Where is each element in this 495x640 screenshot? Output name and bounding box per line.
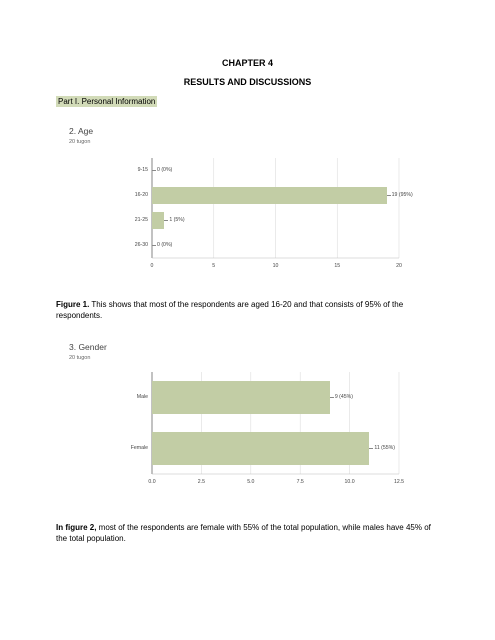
chart2-data-label-leader [330, 397, 334, 398]
chart1-bar [152, 212, 164, 230]
chart2-data-label-leader [369, 448, 373, 449]
part-heading: Part I. Personal Information [58, 97, 156, 106]
chart2-category-label: Female [130, 445, 148, 451]
figure2-caption-text: most of the respondents are female with 55% of the total population, while males have 45% of the total population. [56, 523, 431, 543]
chart2-x-tick: 0.0 [148, 479, 156, 485]
chart1-bar [152, 187, 387, 205]
chart2-x-tick: 5.0 [247, 479, 255, 485]
figure1-caption-lead: Figure 1. [56, 300, 90, 309]
chart1-data-label: 1 (5%) [169, 217, 185, 223]
chart1-category-label: 21-25 [134, 217, 148, 223]
chart1-x-tick: 0 [150, 263, 154, 269]
chart2-x-tick: 10.0 [344, 479, 355, 485]
chart1-category-label: 26-30 [134, 242, 148, 248]
chapter-heading: CHAPTER 4 [221, 58, 273, 68]
chart1-x-tick: 20 [396, 263, 402, 269]
chart1-data-label: 19 (95%) [391, 192, 413, 198]
section-title: RESULTS AND DISCUSSIONS [183, 77, 312, 87]
chart1-data-label-leader [164, 220, 168, 221]
chart2-bar [152, 432, 369, 465]
chart1-data-label-leader [387, 195, 391, 196]
chart1-data-label: 0 (0%) [157, 167, 173, 173]
chart2-bar [152, 381, 330, 414]
chart1-category-label: 16-20 [134, 192, 148, 198]
chart2-x-tick: 2.5 [197, 479, 205, 485]
chart2-x-tick: 12.5 [393, 479, 405, 485]
chart2-data-label: 11 (55%) [374, 445, 396, 451]
figure2-caption [56, 522, 441, 544]
chart1-data-label-leader [152, 170, 156, 171]
chart2-category-label: Male [136, 394, 148, 400]
chart1-x-tick: 15 [334, 263, 341, 269]
figure2-caption-lead: In figure 2, [56, 523, 97, 532]
chart2-data-label: 9 (45%) [334, 394, 353, 400]
chart2-title: 3. Gender [69, 342, 107, 352]
chart1-data-label-leader [152, 245, 156, 246]
chart1-x-tick: 5 [212, 263, 216, 269]
chart2-x-tick: 7.5 [296, 479, 304, 485]
chart1-subtitle: 20 tugon [69, 139, 91, 145]
figure1-caption-text: This shows that most of the respondents are aged 16-20 and that consists of 95% of the respondents. [56, 300, 404, 320]
chart1-data-label: 0 (0%) [157, 242, 173, 248]
chart2-subtitle: 20 tugon [69, 355, 91, 361]
chart1-x-tick: 10 [272, 263, 279, 269]
chart1-title: 2. Age [69, 126, 94, 136]
chart1-category-label: 9-15 [137, 167, 148, 173]
